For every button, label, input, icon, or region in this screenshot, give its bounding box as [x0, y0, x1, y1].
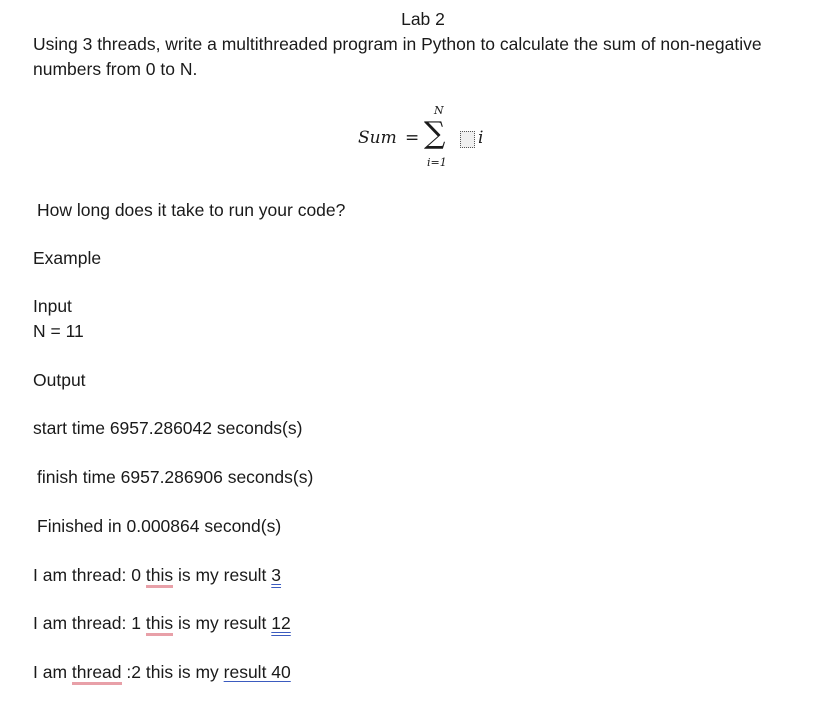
grammar-flagged-result[interactable]: 12 — [271, 613, 291, 633]
formula-upper-limit: N — [434, 104, 444, 117]
thread-line-prefix: I am — [33, 662, 72, 682]
spellcheck-flagged-word[interactable]: thread — [72, 662, 122, 685]
finished-in-line: Finished in 0.000864 second(s) — [37, 516, 282, 536]
intro-text-line-1: Using 3 threads, write a multithreaded program in Python to calculate the sum of non-negative — [33, 34, 762, 54]
formula-lhs: Sum — [358, 128, 397, 148]
grammar-flagged-result[interactable]: result 40 — [223, 662, 291, 682]
thread-result-line — [33, 612, 291, 634]
intro-text-line-2: numbers from 0 to N. — [33, 59, 198, 79]
output-heading: Output — [33, 370, 86, 390]
thread-result-line — [33, 661, 291, 683]
input-heading: Input — [33, 296, 72, 316]
thread-line-middle: is my result — [173, 565, 272, 585]
thread-result-line — [33, 564, 281, 586]
spellcheck-flagged-word[interactable]: this — [146, 565, 173, 588]
thread-line-middle: is my result — [173, 613, 272, 633]
formula-lower-limit: i=1 — [427, 156, 447, 169]
summation-symbol: ∑ — [424, 116, 446, 151]
equation-placeholder-box[interactable] — [460, 131, 475, 148]
finish-time-line: finish time 6957.286906 seconds(s) — [37, 467, 314, 487]
spellcheck-flagged-word[interactable]: this — [146, 613, 173, 636]
question-text: How long does it take to run your code? — [37, 200, 346, 220]
thread-line-prefix: I am thread: 1 — [33, 613, 146, 633]
document-title: Lab 2 — [401, 9, 445, 29]
formula-variable: i — [478, 128, 484, 148]
thread-line-middle: :2 this is my — [121, 662, 224, 682]
thread-line-prefix: I am thread: 0 — [33, 565, 146, 585]
input-value: N = 11 — [33, 321, 84, 341]
formula-equals: = — [405, 128, 420, 148]
sum-formula — [358, 104, 498, 176]
example-heading: Example — [33, 248, 102, 268]
grammar-flagged-result[interactable]: 3 — [271, 565, 282, 585]
start-time-line: start time 6957.286042 seconds(s) — [33, 418, 303, 438]
